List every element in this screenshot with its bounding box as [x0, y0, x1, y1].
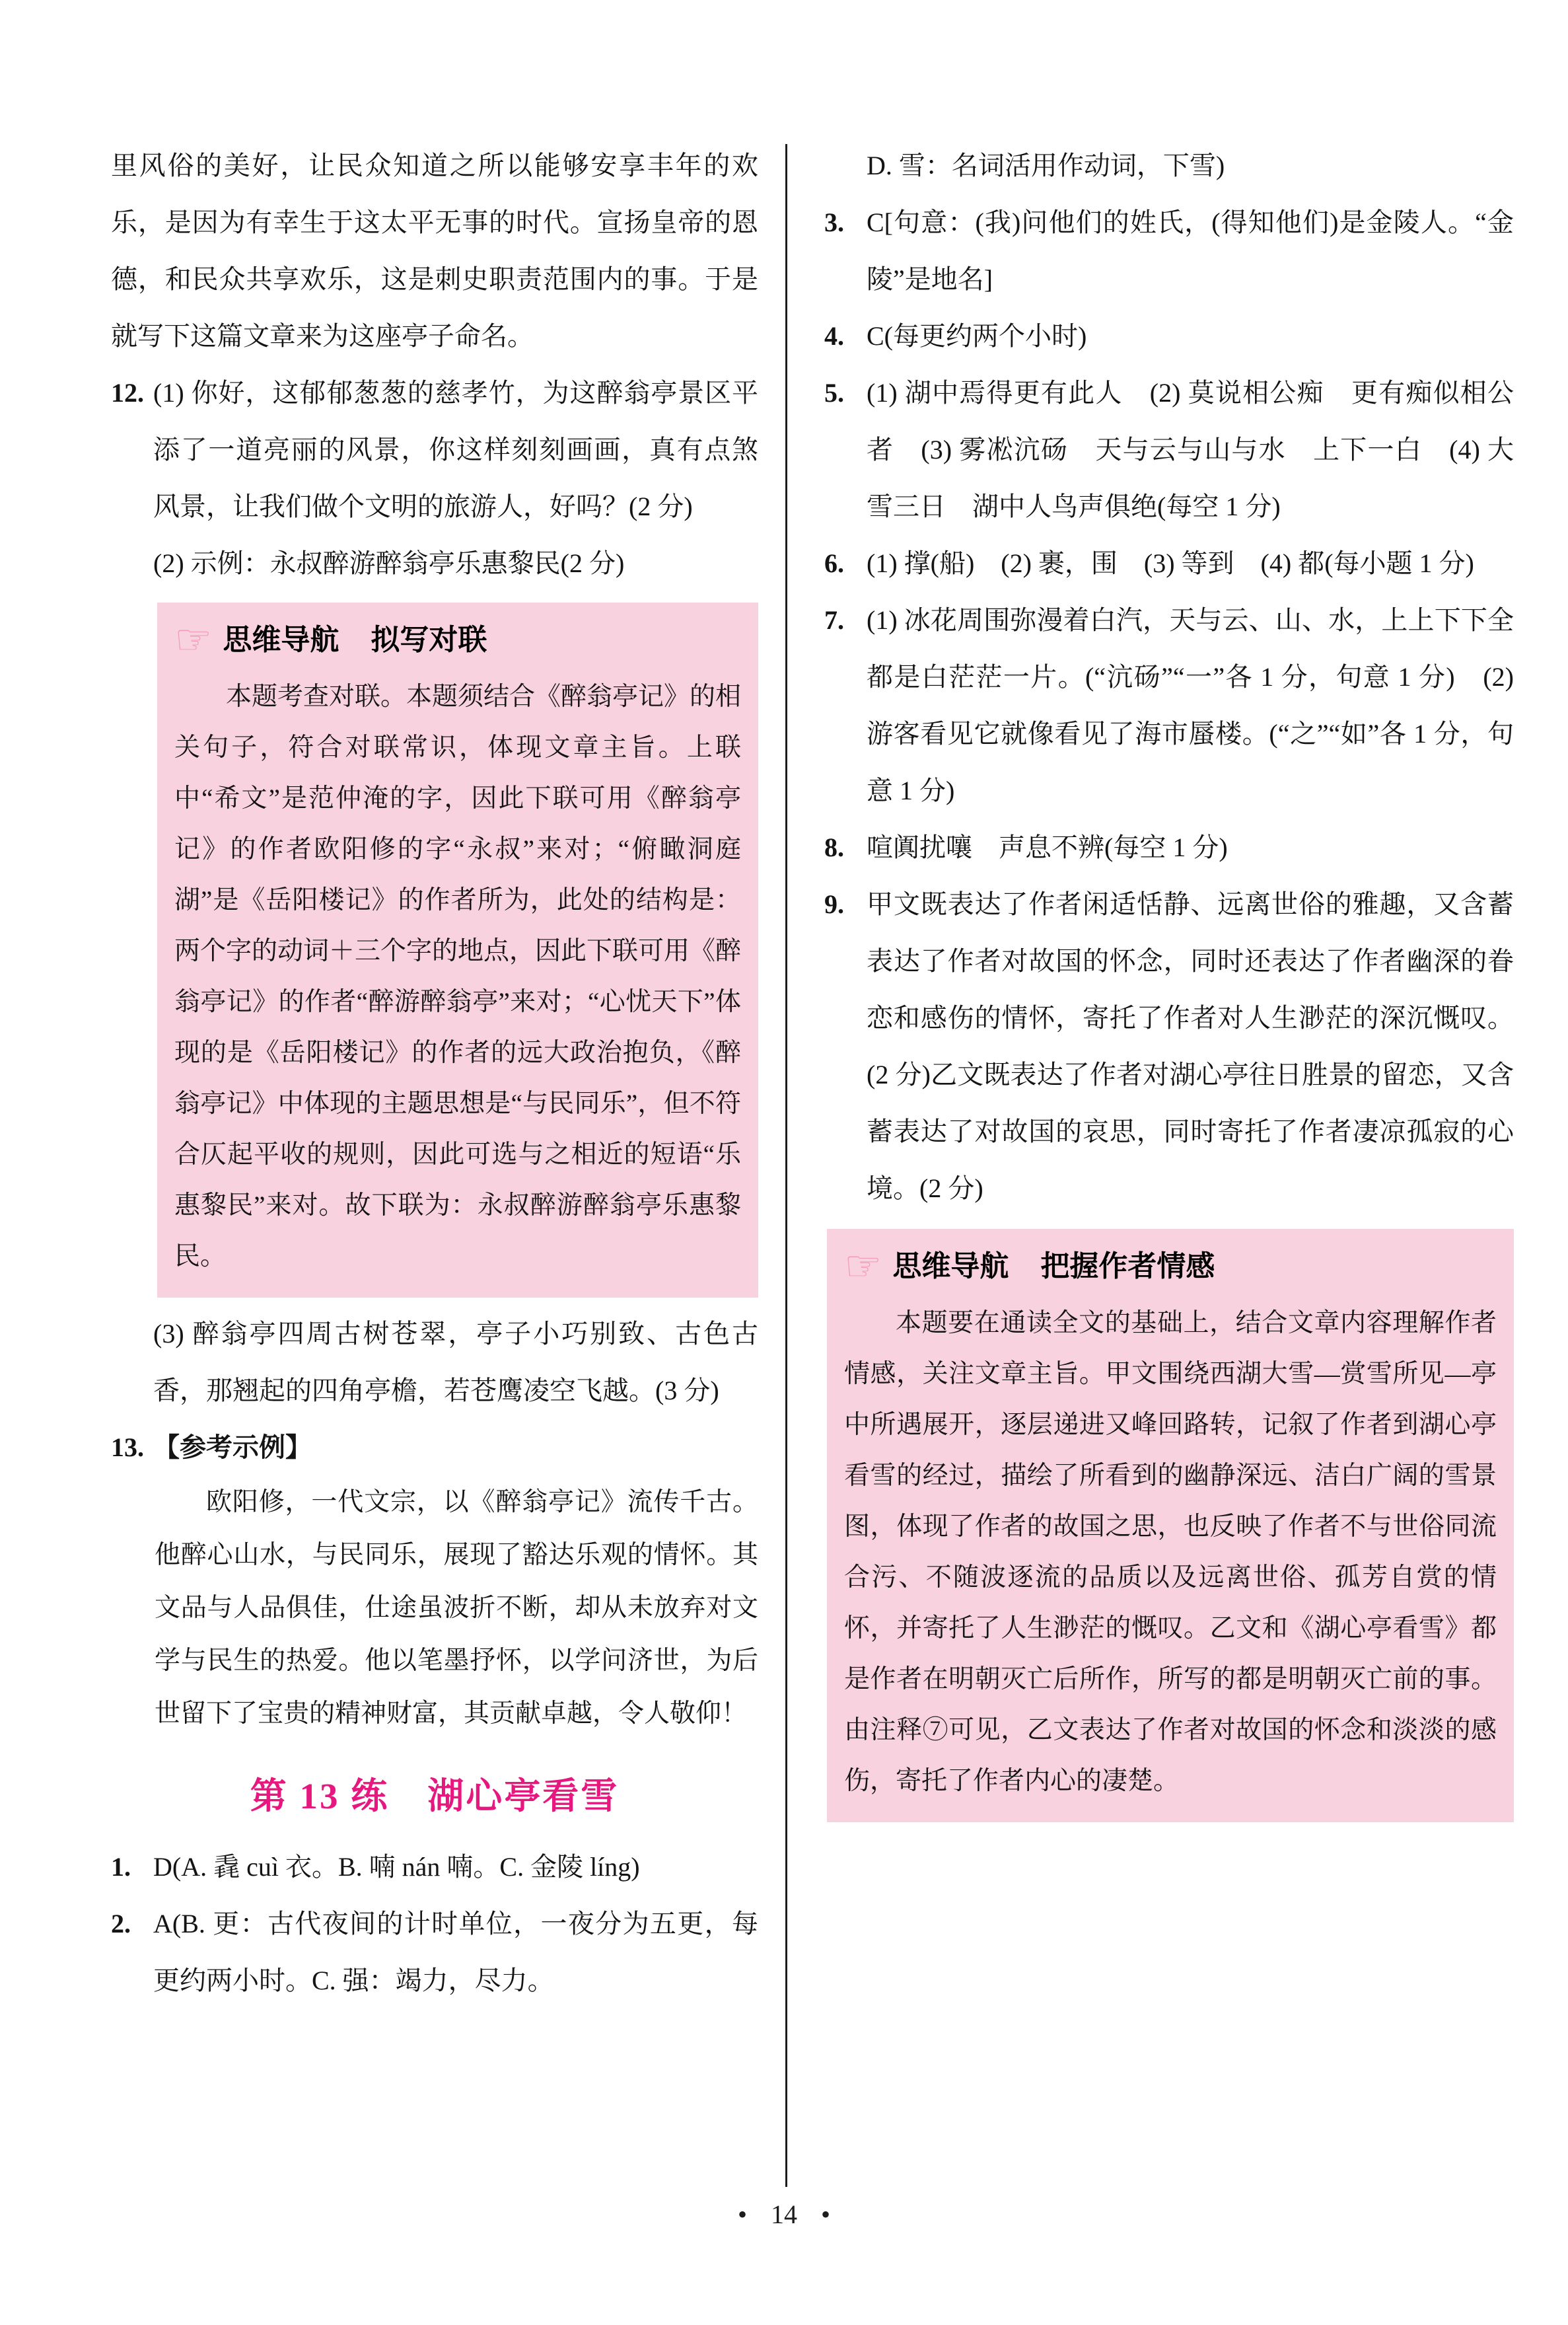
- answer-6-text: (1) 撑(船) (2) 裹，围 (3) 等到 (4) 都(每小题 1 分): [867, 548, 1474, 578]
- answer-8-text: 喧阗扰嚷 声息不辨(每空 1 分): [867, 832, 1228, 862]
- reference-example-label: 【参考示例】: [153, 1432, 312, 1462]
- answer-item-13: [111, 1419, 758, 1476]
- answer-12-part2: (2) 示例：永叔醉游醉翁亭乐惠黎民(2 分): [153, 548, 625, 578]
- item-number: 6.: [824, 548, 844, 578]
- right-column: [824, 137, 1514, 1830]
- thinking-nav-title: 思维导航: [892, 1250, 1009, 1282]
- thinking-nav-subtitle: 拟写对联: [371, 624, 487, 656]
- answer-item-12: [111, 365, 758, 592]
- intro-continuation-paragraph: 里风俗的美好，让民众知道之所以能够安享丰年的欢乐，是因为有幸生于这太平无事的时代。宣扬皇帝的恩德，和民众共享欢乐，这是刺史职责范围内的事。于是就写下这篇文章来为这座亭子命名。: [111, 151, 758, 351]
- answer-3-text: C[句意：(我)问他们的姓氏，(得知他们)是金陵人。“金陵”是地名]: [867, 207, 1514, 294]
- answer-5-text: (1) 湖中焉得更有此人 (2) 莫说相公痴 更有痴似相公者 (3) 雾凇沆砀 天与云与山与水 上下一白 (4) 大雪三日 湖中人鸟声俱绝(每空 1 分): [867, 378, 1514, 521]
- thinking-nav-body: 本题要在通读全文的基础上，结合文章内容理解作者情感，关注文章主旨。甲文围绕西湖大雪—赏雪所见—亭中所遇展开，逐层递进又峰回路转，记叙了作者到湖心亭看雪的经过，描绘了所看到的幽静深远、洁白广阔的雪景图，体现了作者的故国之思，也反映了作者不与世俗同流合污、不随波逐流的品质以及远离世俗、孤芳自赏的情怀，并寄托了人生渺茫的慨叹。乙文和《湖心亭看雪》都是作者在明朝灭亡后所作，所写的都是明朝灭亡前的事。由注释⑦可见，乙文表达了作者对故国的怀念和淡淡的感伤，寄托了作者内心的凄楚。: [844, 1309, 1497, 1795]
- item-number: 8.: [824, 832, 844, 862]
- answer-12-part1: (1) 你好，这郁郁葱葱的慈孝竹，为这醉翁亭景区平添了一道亮丽的风景，你这样刻刻画画，真有点煞风景，让我们做个文明的旅游人，好吗？(2 分): [153, 378, 758, 521]
- item-number: 7.: [824, 605, 844, 635]
- thinking-nav-header: [844, 1238, 1497, 1295]
- answer-item-7: [824, 592, 1514, 819]
- thinking-nav-box-couplet: [157, 603, 758, 1298]
- answer-4-text: C(每更约两个小时): [867, 321, 1087, 351]
- thinking-nav-title: 思维导航: [223, 624, 339, 656]
- answer-item-12-part3: [111, 1306, 758, 1419]
- thinking-nav-body: 本题考查对联。本题须结合《醉翁亭记》的相关句子，符合对联常识，体现文章主旨。上联中“希文”是范仲淹的字，因此下联可用《醉翁亭记》的作者欧阳修的字“永叔”来对；“俯瞰洞庭湖”是《岳阳楼记》的作者所为，此处的结构是：两个字的动词＋三个字的地点，因此下联可用《醉翁亭记》的作者“醉游醉翁亭”来对；“心忧天下”体现的是《岳阳楼记》的作者的远大政治抱负，《醉翁亭记》中体现的主题思想是“与民同乐”，但不符合仄起平收的规则，因此可选与之相近的短语“乐惠黎民”来对。故下联为：永叔醉游醉翁亭乐惠黎民。: [174, 683, 742, 1271]
- footer-dot-right: •: [821, 2199, 831, 2229]
- column-divider-rule: [785, 144, 787, 2187]
- thinking-nav-subtitle: 把握作者情感: [1040, 1250, 1215, 1282]
- answer-item-8: [824, 819, 1514, 876]
- answer-2-continuation-text: D. 雪：名词活用作动词，下雪): [867, 151, 1225, 180]
- answer-12-part3: (3) 醉翁亭四周古树苍翠，亭子小巧别致、古色古香，那翘起的四角亭檐，若苍鹰凌空飞越。(3 分): [153, 1319, 758, 1405]
- item-number: 13.: [111, 1432, 144, 1462]
- pointing-hand-icon: ☞: [844, 1242, 882, 1291]
- item-number: 1.: [111, 1852, 131, 1882]
- section-title-lesson-13: 第 13 练 湖心亭看雪: [250, 1776, 620, 1816]
- answer-9-text: 甲文既表达了作者闲适恬静、远离世俗的雅趣，又含蓄表达了作者对故国的怀念，同时还表达了作者幽深的眷恋和感伤的情怀，寄托了作者对人生渺茫的深沉慨叹。(2 分)乙文既表达了作者对湖心亭往日胜景的留恋，又含蓄表达了对故国的哀思，同时寄托了作者凄凉孤寂的心境。(2 分): [867, 889, 1514, 1203]
- answer-1-text: D(A. 毳 cuì 衣。B. 喃 nán 喃。C. 金陵 líng): [153, 1852, 640, 1882]
- answer-2-text: A(B. 更：古代夜间的计时单位，一夜分为五更，每更约两小时。C. 强：竭力，尽力。: [153, 1909, 758, 1995]
- answer-item-2: [111, 1896, 758, 2009]
- page-number: 14: [771, 2199, 797, 2229]
- answer-7-text: (1) 冰花周围弥漫着白汽，天与云、山、水，上上下下全都是白茫茫一片。(“沆砀”“一”各 1 分，句意 1 分) (2) 游客看见它就像看见了海市蜃楼。(“之”“如”各 1 分，句意 1 分): [867, 605, 1514, 805]
- item-number: 2.: [111, 1909, 131, 1938]
- item-number: 5.: [824, 378, 844, 408]
- item-number: 4.: [824, 321, 844, 351]
- answer-item-9: [824, 876, 1514, 1217]
- left-column: [111, 137, 758, 2009]
- page-number-footer: [0, 2199, 1568, 2230]
- item-number-empty: [111, 1306, 153, 1419]
- item-number: 12.: [111, 378, 144, 408]
- item-number: 9.: [824, 889, 844, 919]
- thinking-nav-header: [174, 612, 741, 669]
- pointing-hand-icon: ☞: [174, 616, 213, 665]
- answer-item-6: [824, 535, 1514, 592]
- reference-example-paragraph: 欧阳修，一代文宗，以《醉翁亭记》流传千古。他醉心山水，与民同乐，展现了豁达乐观的情怀。其文品与人品俱佳，仕途虽波折不断，却从未放弃对文学与民生的热爱。他以笔墨抒怀，以学问济世，为后世留下了宝贵的精神财富，其贡献卓越，令人敬仰！: [155, 1488, 758, 1728]
- footer-dot-left: •: [737, 2199, 747, 2229]
- item-number: 3.: [824, 207, 844, 237]
- answer-item-4: [824, 308, 1514, 365]
- answer-item-3: [824, 194, 1514, 308]
- item-number-empty: [824, 137, 867, 194]
- answer-item-1: [111, 1839, 758, 1896]
- answer-item-2-continuation: [824, 137, 1514, 194]
- thinking-nav-box-emotion: [827, 1229, 1514, 1822]
- answer-item-5: [824, 365, 1514, 535]
